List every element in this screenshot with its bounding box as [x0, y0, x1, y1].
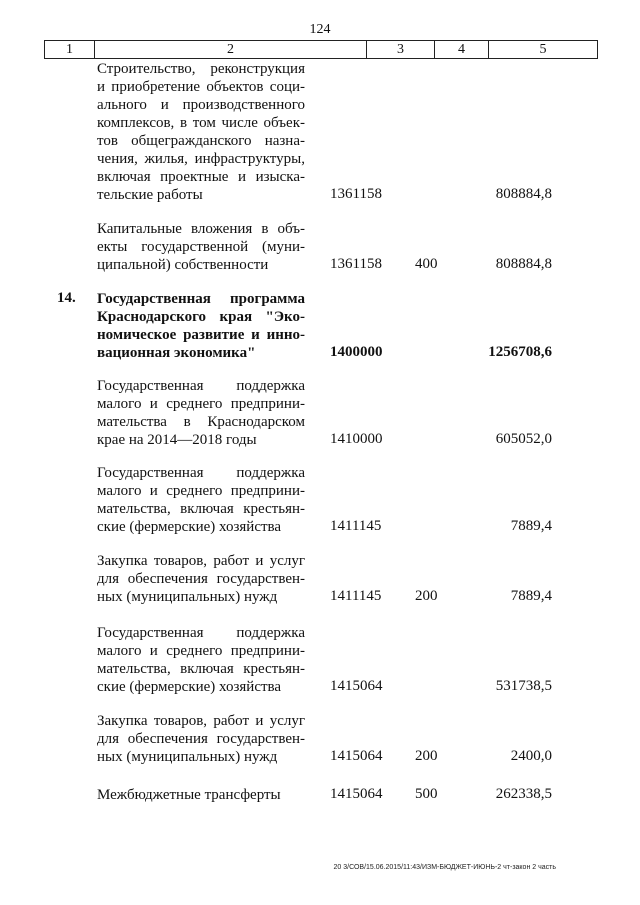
row-description: [97, 552, 305, 606]
description-line: Краснодарского края "Эко-: [97, 309, 305, 325]
amount: 531738,5: [495, 678, 552, 694]
header-col-1: 1: [45, 41, 95, 58]
expense-type: 400: [415, 256, 438, 272]
target-code: 1411145: [330, 588, 382, 604]
expense-type: 200: [415, 748, 438, 764]
description-line: Строительство, реконструкция: [97, 61, 305, 77]
header-col-5: 5: [539, 42, 547, 57]
target-code: 1361158: [330, 186, 382, 202]
description-line: и приобретение объектов соци-: [97, 79, 305, 95]
description-line: Государственная программа: [97, 291, 305, 307]
expense-type: 200: [415, 588, 438, 604]
description-line: малого и среднего предприни-: [97, 396, 305, 412]
row-description: [97, 786, 305, 804]
description-line: Межбюджетные трансферты: [97, 787, 281, 803]
description-line: для обеспечения государствен-: [97, 731, 305, 747]
description-line: комплексов, в том числе объек-: [97, 115, 305, 131]
row-description: [97, 290, 305, 362]
row-description: [97, 60, 305, 204]
description-line: екты государственной (муни-: [97, 239, 305, 255]
description-line: Государственная поддержка: [97, 378, 305, 394]
amount: 605052,0: [495, 431, 552, 447]
description-line: малого и среднего предприни-: [97, 643, 305, 659]
description-line: крае на 2014—2018 годы: [97, 432, 257, 448]
description-line: тов общегражданского назна-: [97, 133, 305, 149]
description-line: мательства, включая крестьян-: [97, 661, 305, 677]
description-line: Капитальные вложения в объ-: [97, 221, 305, 237]
description-line: номическое развитие и инно-: [97, 327, 305, 343]
description-line: ных (муниципальных) нужд: [97, 749, 278, 765]
description-line: Закупка товаров, работ и услуг: [97, 713, 305, 729]
header-col-4: 4: [435, 41, 489, 58]
header-col-2: 2: [95, 41, 367, 58]
description-line: ские (фермерские) хозяйства: [97, 519, 282, 535]
target-code: 1410000: [330, 431, 383, 447]
header-col-3: 3: [367, 41, 435, 58]
description-line: ального и производственного: [97, 97, 305, 113]
description-line: ские (фермерские) хозяйства: [97, 679, 282, 695]
row-description: [97, 377, 305, 449]
description-line: ных (муниципальных) нужд: [97, 589, 278, 605]
target-code: 1415064: [330, 786, 383, 802]
target-code: 1415064: [330, 748, 383, 764]
target-code: 1400000: [330, 344, 383, 360]
description-line: мательства, включая крестьян-: [97, 501, 305, 517]
description-line: для обеспечения государствен-: [97, 571, 305, 587]
footer-note: 20 3/СОВ/15.06.2015/11:43/ИЗМ-БЮДЖЕТ-ИЮНЬ-2 чт-закон 2 часть: [333, 864, 556, 871]
row-number: 14.: [57, 290, 76, 306]
description-line: тельские работы: [97, 187, 203, 203]
row-description: [97, 464, 305, 536]
target-code: 1361158: [330, 256, 382, 272]
page-number: 124: [309, 22, 331, 37]
amount: 1256708,6: [488, 344, 552, 360]
amount: 262338,5: [495, 786, 552, 802]
row-description: [97, 220, 305, 274]
description-line: малого и среднего предприни-: [97, 483, 305, 499]
row-description: [97, 712, 305, 766]
amount: 808884,8: [495, 256, 552, 272]
amount: 7889,4: [510, 588, 552, 604]
description-line: вационная экономика": [97, 345, 256, 361]
description-line: Государственная поддержка: [97, 465, 305, 481]
amount: 7889,4: [510, 518, 552, 534]
target-code: 1411145: [330, 518, 382, 534]
description-line: включая проектные и изыска-: [97, 169, 305, 185]
amount: 2400,0: [510, 748, 552, 764]
description-line: ципальной) собственности: [97, 257, 269, 273]
row-description: [97, 624, 305, 696]
description-line: Государственная поддержка: [97, 625, 305, 641]
expense-type: 500: [415, 786, 438, 802]
target-code: 1415064: [330, 678, 383, 694]
description-line: Закупка товаров, работ и услуг: [97, 553, 305, 569]
description-line: мательства в Краснодарском: [97, 414, 305, 430]
table-header: [44, 40, 598, 59]
description-line: чения, жилья, инфраструктуры,: [97, 151, 305, 167]
amount: 808884,8: [495, 186, 552, 202]
